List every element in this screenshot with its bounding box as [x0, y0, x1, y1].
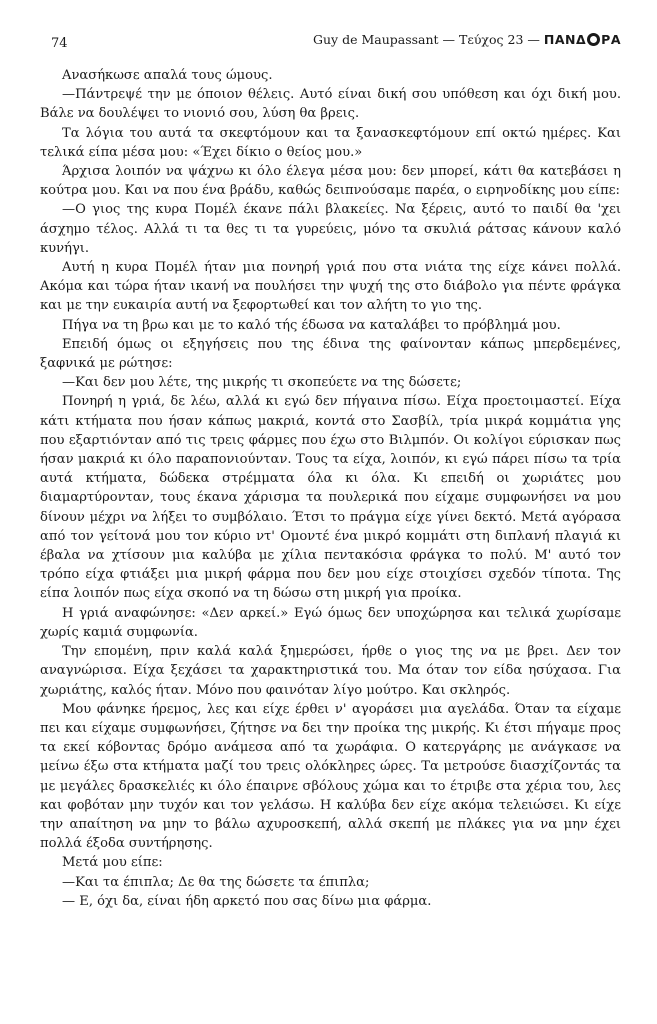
- paragraph: Πονηρή η γριά, δε λέω, αλλά κι εγώ δεν πήγαινα πίσω. Είχα προετοιμαστεί. Είχα κάτι κτήματα που ήσαν κάπως μακριά, κοντά στο Σασβίλ, τρία μικρά κομμάτια γης που εξαρτιόνταν από τις τρεις φάρμες που έχω στο Βιλμπόν. Οι κολίγοι εύρισκαν πως ήσαν μακριά κι όλο παραπονιούνταν. Τους τα είχα, λοιπόν, κι εγώ πάρει πίσω τα τρία αυτά κτήματα, δώδεκα στρέμματα όλα κι όλα. Κι επειδή οι χωριάτες μου διαμαρτύρονταν, τους έκανα χάρισμα τα πουλερικά που είχαμε συμφωνήσει να μου δίνουν μέχρι να λήξει το συμβόλαιο. Έτσι το πράγμα είχε γίνει δεκτό. Μετά αγόρασα από τον γείτονά μου τον κύριο ντ' Ομοντέ ένα μικρό κομμάτι στη διπλανή πλαγιά κι έβαλα να χτίσουν μια καλύβα με χίλια πεντακόσια φράγκα το πολύ. Μ' αυτό τον τρόπο είχα φτιάξει μια μικρή φάρμα που δεν μου είχε στοιχίσει σχεδόν τίποτα. Της είπα λοιπόν πως είχα σκοπό να τη δώσω στη μικρή για προίκα.: [40, 394, 621, 602]
- paragraph: —Και δεν μου λέτε, της μικρής τι σκοπεύετε να της δώσετε;: [62, 375, 462, 391]
- paragraph: Επειδή όμως οι εξηγήσεις που της έδινα της φαίνονταν κάπως μπερδεμένες, ξαφνικά με ρώτησε:: [40, 336, 621, 372]
- magazine-logo: [544, 32, 621, 47]
- paragraph: Άρχισα λοιπόν να ψάχνω κι όλο έλεγα μέσα μου: δεν μπορεί, κάτι θα κατεβάσει η κούτρα μου. Και να που ένα βράδυ, καθώς δειπνούσαμε παρέα, ο ειρηνοδίκης μου είπε:: [40, 164, 621, 199]
- paragraph: —Πάντρεψέ την με όποιον θέλεις. Αυτό είναι δική σου υπόθεση και όχι δική μου. Βάλε να δουλέψει το νιονιό σου, λύση θα βρεις.: [40, 87, 621, 122]
- logo-circle-icon: [587, 33, 600, 46]
- running-head: [313, 32, 621, 47]
- paragraph: Τα λόγια του αυτά τα σκεφτόμουν και τα ξανασκεφτόμουν επί οκτώ ημέρες. Και τελικά είπα μέσα μου: «Έχει δίκιο ο θείος μου.»: [40, 125, 621, 160]
- page-header: [34, 0, 621, 66]
- running-head-text: Guy de Maupassant — Τεύχος 23 —: [313, 32, 540, 47]
- logo-text-right: ΡΑ: [601, 32, 621, 47]
- paragraph: Πήγα να τη βρω και με το καλό τής έδωσα να καταλάβει το πρόβλημά μου.: [62, 317, 561, 333]
- paragraph: Μετά μου είπε:: [62, 855, 163, 871]
- paragraph: Την επομένη, πριν καλά καλά ξημερώσει, ήρθε ο γιος της να με βρει. Δεν τον αναγνώρισα. Είχα ξεχάσει τα χαρακτηριστικά του. Μα όταν τον είδα ησύχασα. Για χωριάτης, καλός ήταν. Μόνο που φαινόταν λίγο μούτρο. Και σκληρός.: [40, 644, 621, 698]
- paragraph: — Ε, όχι δα, είναι ήδη αρκετό που σας δίνω μια φάρμα.: [62, 893, 432, 909]
- paragraph: Ανασήκωσε απαλά τους ώμους.: [62, 68, 273, 83]
- paragraph: —Ο γιος της κυρα Πομέλ έκανε πάλι βλακείες. Να ξέρεις, αυτό το παιδί θα 'χει άσχημο τέλος. Αλλά τι τα θες τι τα γυρεύεις, μόνο τα σκυλιά ράτσας κάνουν καλό κυνήγι.: [40, 202, 621, 256]
- paragraph: —Και τα έπιπλα; Δε θα της δώσετε τα έπιπλα;: [62, 874, 370, 890]
- paragraph: Μου φάνηκε ήρεμος, λες και είχε έρθει ν' αγοράσει μια αγελάδα. Όταν τα είχαμε πει και είχαμε συμφωνήσει, ζήτησε να δει την προίκα της μικρής. Κι έτσι πήγαμε προς τα εκεί κόβοντας δρόμο ανάμεσα από τα χωράφια. Ο κατεργάρης με ανάγκασε να μείνω έξω στα κτήματα μαζί του τρεις ολόκληρες ώρες. Τα μετρούσε διασχίζοντάς τα με μεγάλες δρασκελιές κι όλο έπαιρνε σβόλους χώμα και το έτριβε στα χέρια του, λες και φοβόταν μην τυχόν και τον γελάσω. Η καλύβα δεν είχε ακόμα τελειώσει. Κι είχε την απαίτηση να μην το βάλω αχυροσκεπή, αλλά σκεπή με πλάκες για να μην έχει πολλά έξοδα συντήρησης.: [40, 701, 621, 852]
- article-body: [34, 66, 621, 911]
- paragraph: Αυτή η κυρα Πομέλ ήταν μια πονηρή γριά που στα νιάτα της είχε κάνει πολλά. Ακόμα και τώρα ήταν ικανή να πουλήσει την ψυχή της στο διάβολο για πέντε φράγκα και με την ευκαιρία αυτή να ξεφορτωθεί και τον αλήτη το γιο της.: [40, 260, 621, 314]
- logo-text-left: ΠΑΝΔ: [543, 32, 587, 47]
- page-number: 74: [51, 36, 68, 51]
- paragraph: Η γριά αναφώνησε: «Δεν αρκεί.» Εγώ όμως δεν υποχώρησα και τελικά χωρίσαμε χωρίς καμιά συμφωνία.: [40, 605, 621, 640]
